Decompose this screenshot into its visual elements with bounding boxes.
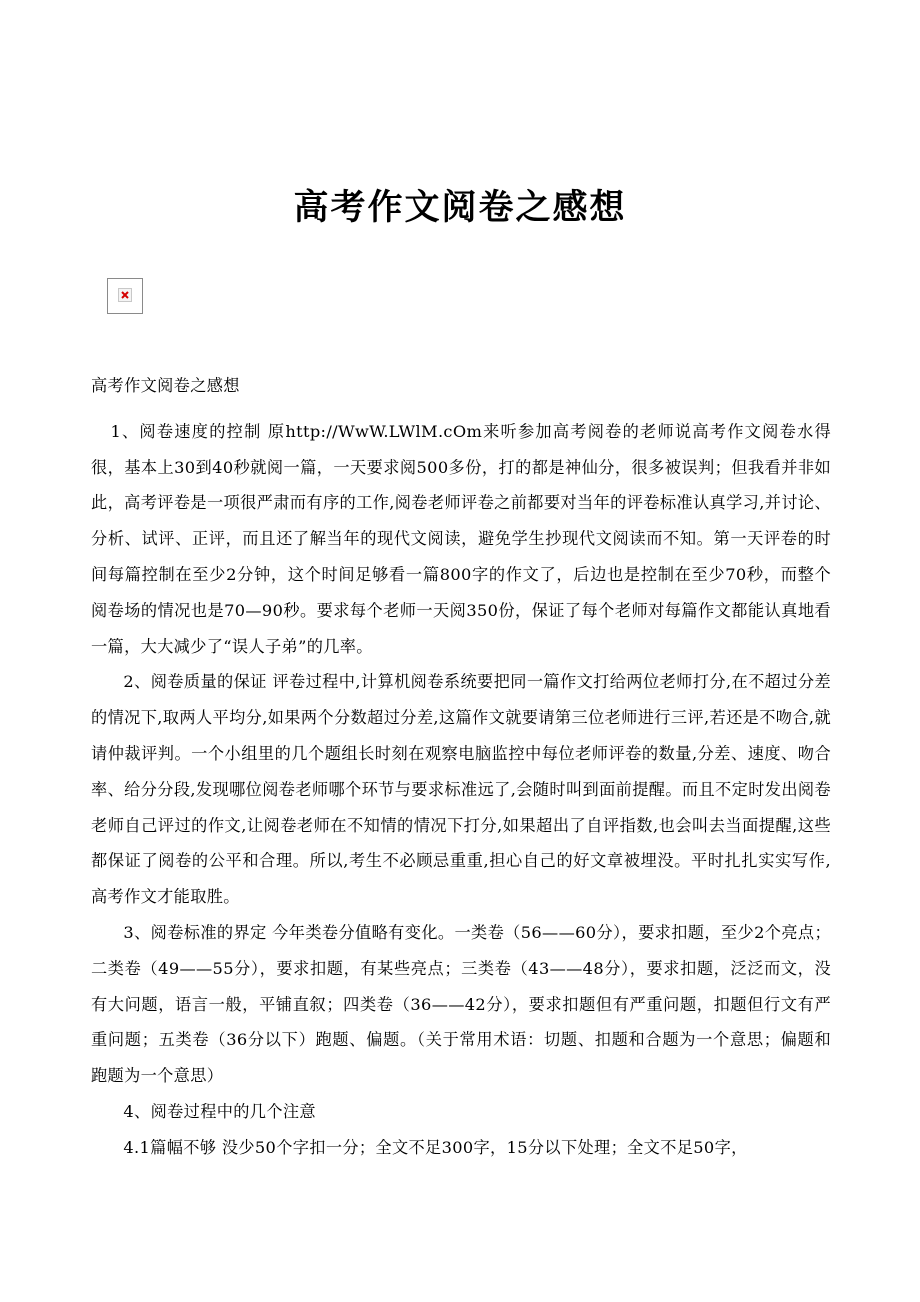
broken-image-icon <box>118 288 132 302</box>
paragraph-notes-heading: 4、阅卷过程中的几个注意 <box>123 1101 316 1121</box>
document-subtitle: 高考作文阅卷之感想 <box>91 376 240 395</box>
paragraph-quality-assurance: 2、阅卷质量的保证 评卷过程中,计算机阅卷系统要把同一篇作文打给两位老师打分,在不超过分差的情况下,取两人平均分,如果两个分数超过分差,这篇作文就要请第三位老师进行三评,若还是不吻合,就请仲裁评判。一个小组里的几个题组长时刻在观察电脑监控中每位老师评卷的数量,分差、速度、吻合率、给分分段,发现哪位阅卷老师哪个环节与要求标准远了,会随时叫到面前提醒。而且不定时发出阅卷老师自己评过的作文,让阅卷老师在不知情的情况下打分,如果超出了自评指数,也会叫去当面提醒,这些都保证了阅卷的公平和合理。所以,考生不必顾忌重重,担心自己的好文章被埋没。平时扎扎实实写作,高考作文才能取胜。 <box>91 672 831 907</box>
document-title: 高考作文阅卷之感想 <box>293 187 627 228</box>
paragraph-grading-standards: 3、阅卷标准的界定 今年类卷分值略有变化。一类卷（56——60分），要求扣题，至少2个亮点；二类卷（49——55分），要求扣题，有某些亮点；三类卷（43——48分），要求扣题，泛泛而文，没有大问题，语言一般，平铺直叙；四类卷（36——42分），要求扣题但有严重问题，扣题但行文有严重问题；五类卷（36分以下）跑题、偏题。（关于常用术语：切题、扣题和合题为一个意思；偏题和跑题为一个意思） <box>91 922 831 1086</box>
paragraph-reading-speed: 1、阅卷速度的控制 原http://WwW.LWlM.cOm来听参加高考阅卷的老师说高考作文阅卷水得很，基本上30到40秒就阅一篇，一天要求阅500多份，打的都是神仙分，很多被误判；但我看并非如此，高考评卷是一项很严肃而有序的工作,阅卷老师评卷之前都要对当年的评卷标准认真学习,并讨论、分析、试评、正评，而且还了解当年的现代文阅读，避免学生抄现代文阅读而不知。第一天评卷的时间每篇控制在至少2分钟，这个时间足够看一篇800字的作文了，后边也是控制在至少70秒，而整个阅卷场的情况也是70—90秒。要求每个老师一天阅350份，保证了每个老师对每篇作文都能认真地看一篇，大大减少了“误人子弟”的几率。 <box>91 421 831 656</box>
paragraph-length-rule: 4.1篇幅不够 没少50个字扣一分；全文不足300字，15分以下处理；全文不足50字， <box>123 1137 748 1157</box>
document-body <box>91 368 831 1166</box>
image-placeholder <box>107 278 143 314</box>
